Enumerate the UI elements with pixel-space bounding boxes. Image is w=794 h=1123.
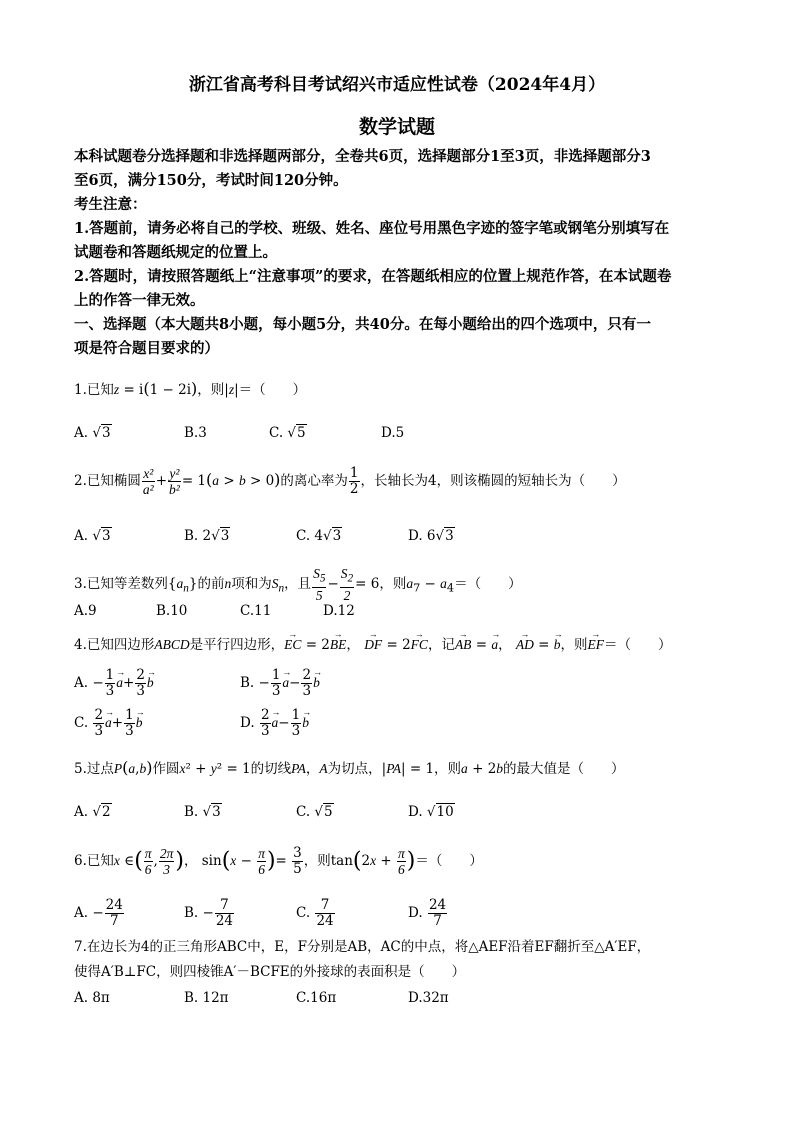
option-c: C. √5 (296, 804, 333, 820)
q-text: ，记 (427, 637, 455, 653)
section-heading: 项是符合题目要求的） (74, 340, 219, 357)
question-1: 1.已知z = i(1 − 2i)，则|z|＝（ ） (74, 379, 307, 398)
q-text: 6.已知 (74, 853, 114, 869)
option-d: D. $\frac{2}{3}$ → a− $\frac{1}{3}$ → b (240, 708, 309, 739)
q-text: 的切线 (250, 761, 292, 777)
option-c: C. 4√3 (296, 528, 342, 544)
q-text: ，则 (379, 575, 407, 592)
option-d: D.32π (408, 990, 449, 1006)
option-b: B. 2√3 (184, 528, 230, 544)
option-d: D. √10 (408, 804, 454, 820)
q-text: 的最大值是（ ） (503, 761, 625, 777)
q-text: 5.过点 (74, 761, 114, 777)
q-text: ，则 (303, 853, 331, 869)
option-a: A. √3 (74, 425, 111, 441)
question-6: 6.已知x ∈( $\frac{\pi}{6}$ , $\frac{2\pi}{3}$ )， sin(x − $\frac{\pi}{6}$ )= $\frac{3}{5}$ ，则tan(2x + $\frac{\pi}{6}$ )＝（ ） (74, 845, 483, 877)
question-3: 3.已知等差数列$\{a_n\}$的前n项和为$S_n$，且 $\frac{S_5}{5}$ − $\frac{S_2}{2}$ = 6，则$a_7 - a_4=$（ ） (74, 566, 522, 603)
q-text: ＝（ ） (604, 637, 672, 653)
option-d: D. $\frac{24}{7}$ (408, 897, 447, 929)
option-a: A. 8π (74, 990, 110, 1006)
option-c: C. $\frac{2}{3}$ → a+ $\frac{1}{3}$ → b (74, 708, 142, 739)
q-text: ，则 (197, 382, 225, 398)
q-text: ＝（ ） (454, 575, 522, 592)
option-a: A. − $\frac{24}{7}$ (74, 897, 123, 929)
notice-line: 上的作答一律无效。 (74, 292, 205, 309)
q-text: 为切点， (327, 761, 382, 777)
section-heading: 一、选择题（本大题共8小题，每小题5分，共40分。在每小题给出的四个选项中，只有一 (74, 316, 651, 333)
q-text: ，且 (284, 575, 312, 592)
option-a: A. − $\frac{1}{3}$ → a+ $\frac{2}{3}$ → b (74, 668, 154, 699)
notice-line: 1.答题前，请务必将自己的学校、班级、姓名、座位号用黑色字迹的签字笔或钢笔分别填写在 (74, 220, 670, 237)
option-b: B.10 (156, 603, 188, 619)
option-d: D.12 (323, 603, 355, 619)
q-text: ，长轴长为4，则该椭圆的短轴长为（ ） (360, 473, 626, 489)
option-b: B. − $\frac{7}{24}$ (184, 897, 234, 929)
option-b: B. − $\frac{1}{3}$ → a− $\frac{2}{3}$ → b (240, 668, 320, 699)
option-c: C. √5 (269, 425, 306, 441)
option-a: A.9 (74, 603, 97, 619)
question-2: 2.已知椭圆 $\frac{\text{x²}}{\text{a²}}$ + $\frac{\text{y²}}{\text{b²}}$ = 1(a > b > 0)的离心率为 $\frac{1}{2}$ ，长轴长为4，则该椭圆的短轴长为（ ） (74, 465, 626, 497)
q-text: 4.已知四边形 (74, 637, 155, 653)
q-text: ，则 (434, 761, 462, 777)
option-b: B.3 (184, 425, 207, 441)
question-7-line-1: 7.在边长为4的正三角形ABC中，E，F分别是AB，AC的中点，将△AEF沿着EF翻折至△A′EF， (74, 939, 651, 955)
q-text: ， (305, 761, 320, 777)
notice-line: 2.答题时，请按照答题纸上“注意事项”的要求，在答题纸相应的位置上规范作答，在本试题卷 (74, 268, 672, 285)
question-4: 4.已知四边形ABCD是平行四边形，→ EC = 2→ BE， → DF = 2→ FC，记→ AB = → a， → AD = → b，则→ EF＝（ ） (74, 635, 672, 655)
option-c: C. $\frac{7}{24}$ (296, 897, 334, 929)
option-d: D.5 (381, 425, 405, 441)
q-text: ＝（ ） (238, 382, 307, 398)
q-text: 的离心率为 (280, 473, 348, 489)
option-a: A. √3 (74, 528, 111, 544)
q-text: 的前 (197, 575, 225, 592)
q-text: 2.已知椭圆 (74, 473, 141, 489)
notice-heading: 考生注意： (74, 196, 147, 213)
q-text: ，则 (560, 637, 588, 653)
option-d: D. 6√3 (408, 528, 454, 544)
question-7-line-2: 使得A′B⊥FC，则四棱锥A′－BCFE的外接球的表面积是（ ） (74, 964, 466, 980)
q-text: ＝（ ） (415, 853, 483, 869)
q-text: 作圆 (152, 761, 180, 777)
intro-line: 至6页，满分150分，考试时间120分钟。 (74, 172, 348, 189)
q-text: 3.已知等差数列 (74, 575, 168, 592)
q-text: 是平行四边形， (189, 637, 285, 653)
intro-line: 本科试题卷分选择题和非选择题两部分，全卷共6页，选择题部分1至3页，非选择题部分3 (74, 148, 651, 165)
option-b: B. 12π (184, 990, 229, 1006)
q-text: 项和为 (231, 575, 272, 592)
q-text: 1.已知 (74, 382, 114, 398)
page-title: 浙江省高考科目考试绍兴市适应性试卷（2024年4月） (188, 75, 606, 95)
option-c: C.11 (240, 603, 272, 619)
option-b: B. √3 (184, 804, 221, 820)
option-a: A. √2 (74, 804, 111, 820)
formula: z (113, 382, 120, 397)
option-c: C.16π (296, 990, 337, 1006)
page-subtitle: 数学试题 (358, 116, 435, 138)
notice-line: 试题卷和答题纸规定的位置上。 (74, 244, 277, 261)
intro-block (74, 145, 724, 361)
question-5: 5.过点P(a,b)作圆x² + y² = 1的切线PA，A为切点，|PA| = 1，则a + 2b的最大值是（ ） (74, 758, 625, 777)
